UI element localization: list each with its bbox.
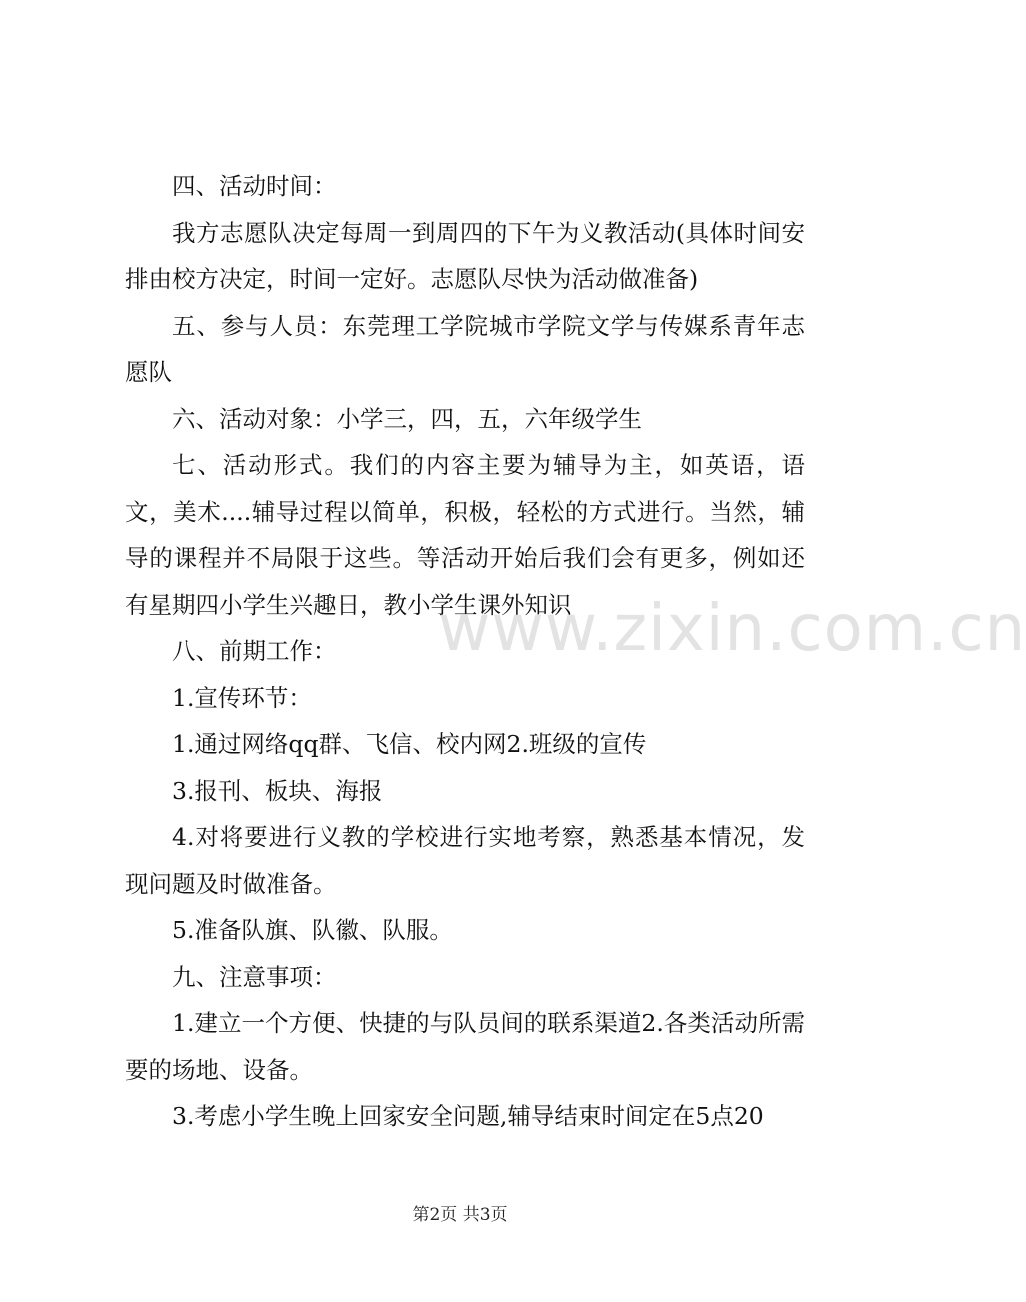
section-heading-time: 四、活动时间： [172,172,337,200]
list-item-publicity: 1.宣传环节： [172,683,312,712]
section-heading-notes: 九、注意事项： [172,962,337,991]
list-item-contact: 1.建立一个方便、快捷的与队员间的联系渠道2.各类活动所需要的场地、设备。 [125,1009,805,1084]
watermark: www.zixin.com.cn [438,592,1026,666]
section-heading-targets: 六、活动对象：小学三，四，五，六年级学生 [172,404,642,433]
section-heading-participants: 五、参与人员：东莞理工学院城市学院文学与传媒系青年志愿队 [125,311,805,386]
section-heading-format: 七、活动形式。我们的内容主要为辅导为主，如英语，语文，美术....辅导过程以简单，积极，轻松的方式进行。当然，辅导的课程并不局限于这些。等活动开始后我们会有更多，例如还有星期四小学生兴趣日，教小学生课外知识 [125,451,805,619]
list-item-survey: 4.对将要进行义教的学校进行实地考察，熟悉基本情况，发现问题及时做准备。 [125,823,805,898]
paragraph-time-detail: 我方志愿队决定每周一到周四的下午为义教活动(具体时间安排由校方决定，时间一定好。志愿队尽快为活动做准备) [125,218,805,293]
list-item-safety: 3.考虑小学生晚上回家安全问题,辅导结束时间定在5点20 [172,1102,764,1130]
list-item-network: 1.通过网络qq群、飞信、校内网2.班级的宣传 [172,730,647,758]
page-footer: 第2页 共3页 [412,1205,508,1225]
list-item-print: 3.报刊、板块、海报 [172,776,383,805]
list-item-uniforms: 5.准备队旗、队徽、队服。 [172,916,453,944]
document-body [125,163,805,1140]
section-heading-preparation: 八、前期工作： [172,637,337,665]
